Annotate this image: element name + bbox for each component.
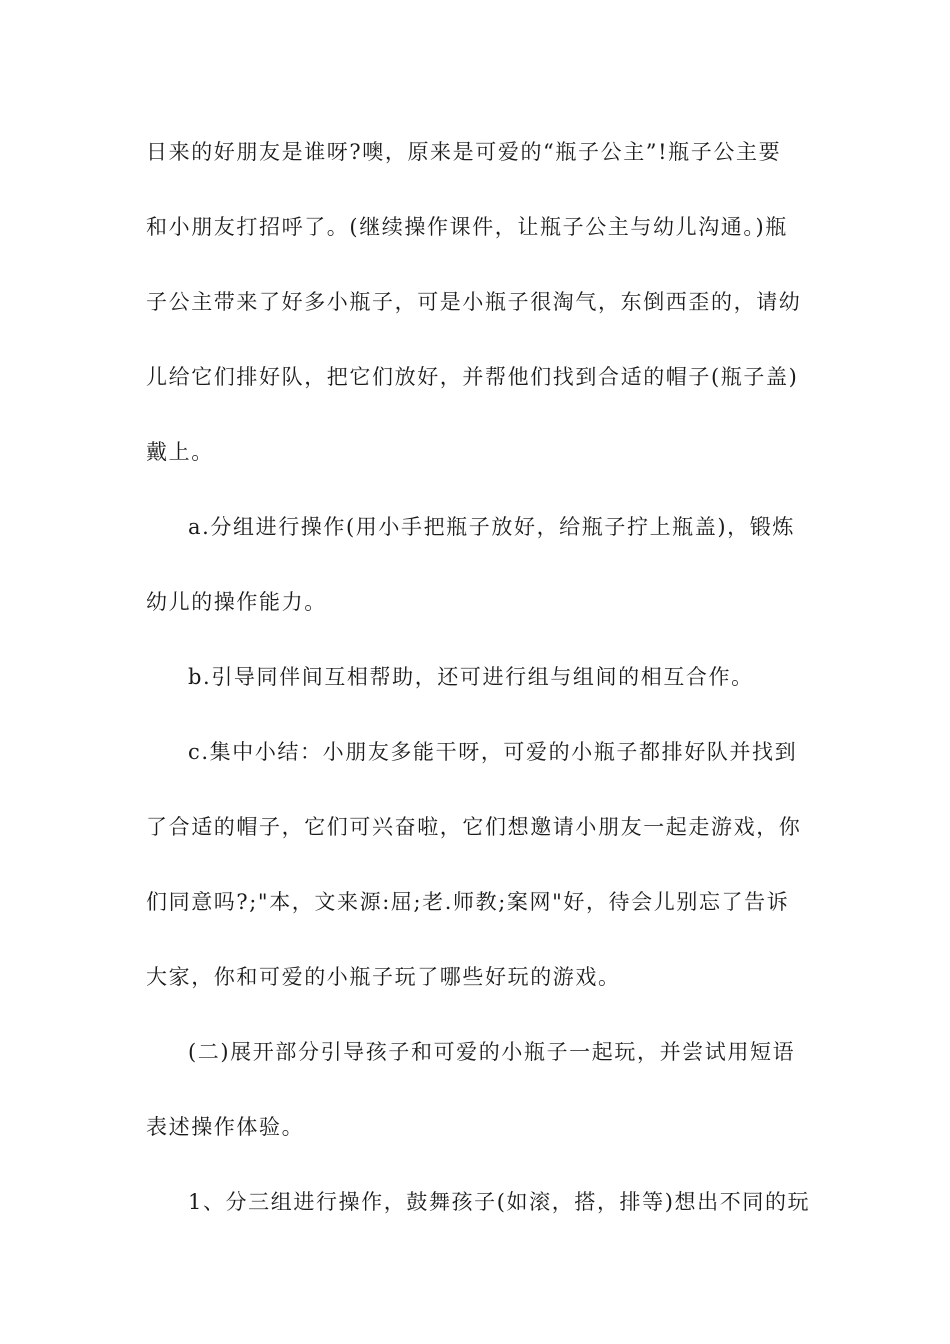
- text-line: (二)展开部分引导孩子和可爱的小瓶子一起玩，并尝试用短语: [188, 1040, 796, 1064]
- text-line: 子公主带来了好多小瓶子，可是小瓶子很淘气，东倒西歪的，请幼: [146, 290, 802, 314]
- text-line: 了合适的帽子，它们可兴奋啦，它们想邀请小朋友一起走游戏，你: [146, 815, 802, 839]
- text-line: 儿给它们排好队，把它们放好，并帮他们找到合适的帽子(瓶子盖): [146, 365, 799, 389]
- text-line: 幼儿的操作能力。: [146, 590, 327, 614]
- text-line: 戴上。: [146, 440, 214, 464]
- text-line: 日来的好朋友是谁呀?噢，原来是可爱的“瓶子公主”!瓶子公主要: [146, 140, 782, 164]
- text-line: 们同意吗?;"本，文来源:屈;老.师教;案网"好，待会儿别忘了告诉: [146, 890, 790, 914]
- text-line: c.集中小结：小朋友多能干呀，可爱的小瓶子都排好队并找到: [188, 740, 798, 764]
- text-line: 大家，你和可爱的小瓶子玩了哪些好玩的游戏。: [146, 965, 621, 989]
- text-line: b.引导同伴间互相帮助，还可进行组与组间的相互合作。: [188, 665, 754, 689]
- text-line: 和小朋友打招呼了。(继续操作课件，让瓶子公主与幼儿沟通。)瓶: [146, 215, 788, 239]
- text-line: a.分组进行操作(用小手把瓶子放好，给瓶子拧上瓶盖)，锻炼: [188, 515, 795, 539]
- text-line: 1、分三组进行操作，鼓舞孩子(如滚，搭，排等)想出不同的玩: [188, 1190, 811, 1214]
- text-line: 表述操作体验。: [146, 1115, 305, 1139]
